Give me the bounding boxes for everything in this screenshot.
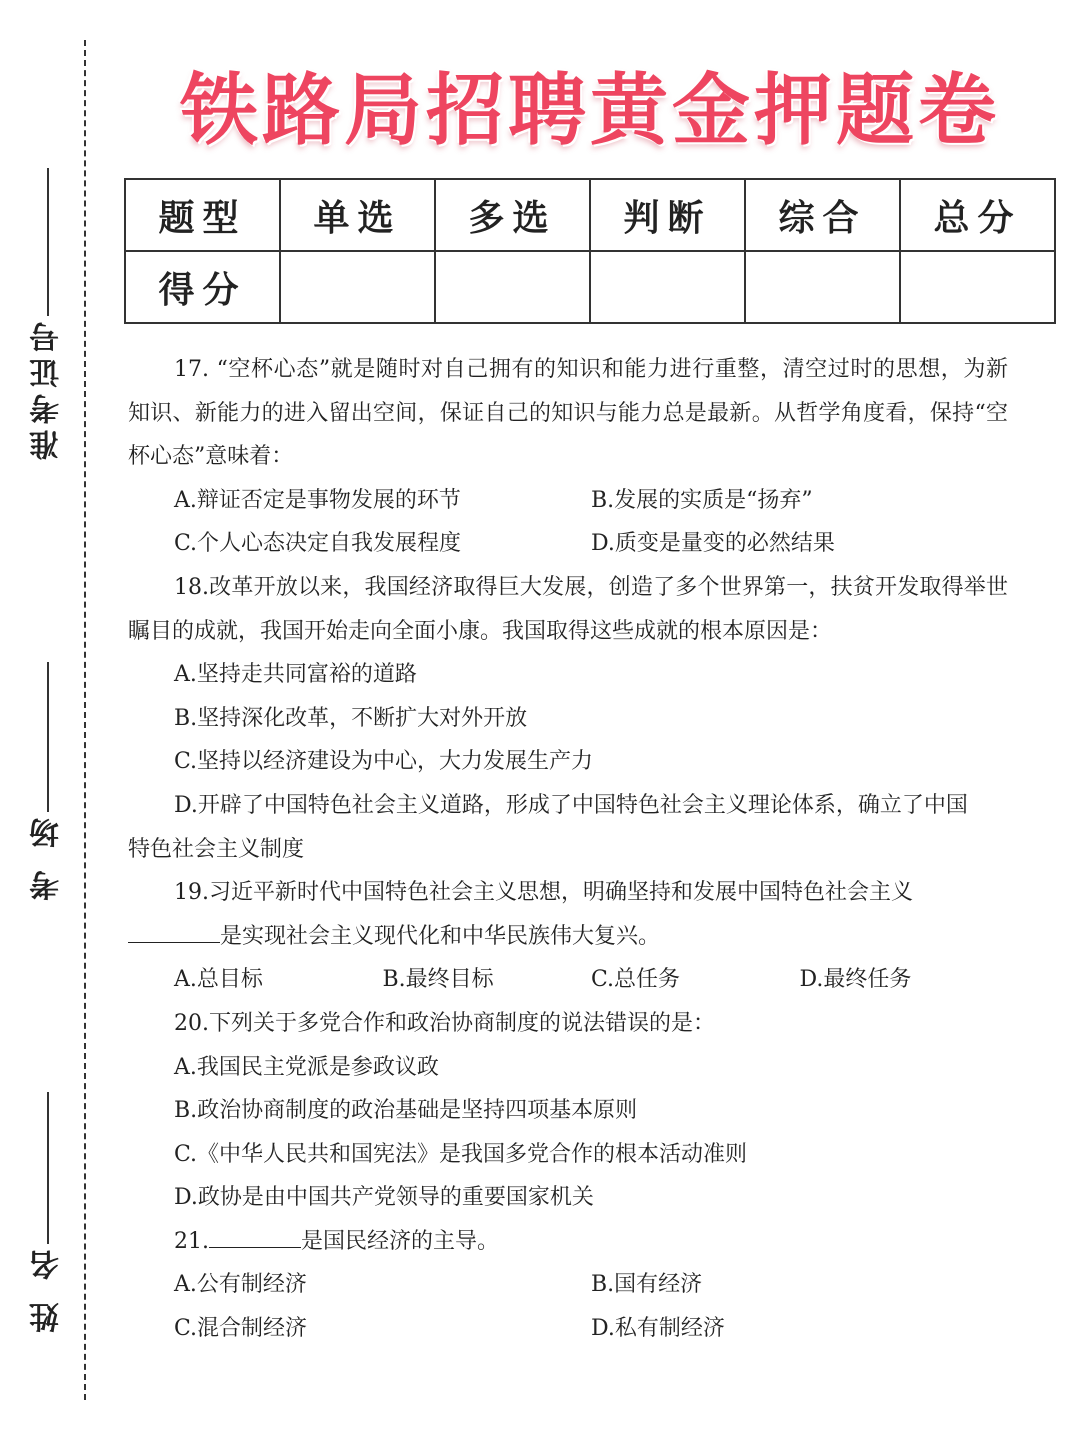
q21-option-c: C.混合制经济	[174, 1316, 308, 1342]
q17-option-b: B.发展的实质是“扬弃”	[591, 487, 813, 513]
q19-stem: 19.习近平新时代中国特色社会主义思想，明确坚持和发展中国特色社会主义	[174, 880, 913, 906]
score-cell-true-false[interactable]	[590, 251, 745, 323]
q18-stem: 18.改革开放以来，我国经济取得巨大发展，创造了多个世界第一，扶贫开发取得举世瞩目的成就，我国开始走向全面小康。我国取得这些成就的根本原因是：	[128, 574, 1008, 644]
q19-options-row	[128, 958, 1008, 1002]
q21-stem-line	[128, 1220, 1008, 1264]
exam-id-rule[interactable]	[47, 168, 49, 316]
score-cell-comprehensive[interactable]	[745, 251, 900, 323]
q20-option-b: B.政治协商制度的政治基础是坚持四项基本原则	[174, 1098, 638, 1124]
page-title: 铁路局招聘黄金押题卷	[179, 66, 1000, 156]
q17-stem: 17. “空杯心态”就是随时对自己拥有的知识和能力进行重整，清空过时的思想，为新知识、新能力的进入留出空间，保证自己的知识与能力总是最新。从哲学角度看，保持“空杯心态”意味着：	[128, 357, 1008, 470]
score-table-score-row	[125, 251, 1055, 323]
score-table-header-row	[125, 179, 1055, 251]
binding-dashed-line	[84, 40, 86, 1400]
q18-option-c: C.坚持以经济建设为中心，大力发展生产力	[174, 749, 594, 775]
q21-option-d: D.私有制经济	[591, 1316, 725, 1342]
score-cell-single-choice[interactable]	[280, 251, 435, 323]
name-field	[18, 1092, 78, 1332]
score-label: 得分	[125, 251, 280, 323]
q21-answer-blank[interactable]	[209, 1221, 301, 1248]
q19-stem-line-2	[128, 915, 1008, 959]
header-true-false: 判断	[590, 179, 745, 251]
q21-option-b: B.国有经济	[591, 1272, 703, 1298]
q20-option-d: D.政协是由中国共产党领导的重要国家机关	[174, 1185, 594, 1211]
q18-option-d: D.开辟了中国特色社会主义道路，形成了中国特色社会主义理论体系，确立了中国	[174, 792, 968, 818]
name-rule[interactable]	[47, 1092, 49, 1244]
q18-option-b: B.坚持深化改革，不断扩大对外开放	[174, 705, 528, 731]
q17-option-c: C.个人心态决定自我发展程度	[174, 531, 462, 557]
q19-answer-blank[interactable]	[128, 916, 220, 943]
score-cell-total[interactable]	[900, 251, 1055, 323]
q21-number: 21.	[174, 1228, 209, 1254]
question-list	[128, 348, 1008, 1351]
exam-id-field	[18, 168, 78, 460]
q20-option-a: A.我国民主党派是参政议政	[174, 1054, 439, 1080]
exam-id-label: 准考证号	[30, 316, 65, 460]
header-comprehensive: 综合	[745, 179, 900, 251]
q20-option-c: C.《中华人民共和国宪法》是我国多党合作的根本活动准则	[174, 1141, 748, 1167]
q18-option-d-continued: 特色社会主义制度	[128, 836, 305, 862]
q17-option-a: A.辩证否定是事物发展的环节	[174, 487, 461, 513]
exam-room-field	[18, 662, 78, 900]
q17-options-row-2	[128, 522, 1008, 566]
header-type: 题型	[125, 179, 280, 251]
header-total: 总分	[900, 179, 1055, 251]
q21-stem: 是国民经济的主导。	[301, 1228, 500, 1254]
q17-option-d: D.质变是量变的必然结果	[591, 531, 835, 557]
score-cell-multiple-choice[interactable]	[435, 251, 590, 323]
q21-options-row-2	[128, 1307, 1008, 1351]
q19-option-b: B.最终目标	[382, 967, 494, 993]
q19-option-a: A.总目标	[174, 967, 263, 993]
exam-room-label: 考 场	[30, 812, 65, 901]
q19-stem-end: 是实现社会主义现代化和中华民族伟大复兴。	[220, 923, 661, 949]
name-label: 姓 名	[30, 1244, 65, 1333]
score-table	[124, 178, 1056, 324]
q18-option-a: A.坚持走共同富裕的道路	[174, 662, 417, 688]
header-single-choice: 单选	[280, 179, 435, 251]
exam-room-rule[interactable]	[47, 662, 49, 812]
header-multiple-choice: 多选	[435, 179, 590, 251]
q21-options-row-1	[128, 1263, 1008, 1307]
q19-option-c: C.总任务	[591, 967, 681, 993]
q19-option-d: D.最终任务	[799, 967, 912, 993]
q21-option-a: A.公有制经济	[174, 1272, 307, 1298]
q17-options-row-1	[128, 479, 1008, 523]
q20-stem: 20.下列关于多党合作和政治协商制度的说法错误的是：	[174, 1010, 715, 1036]
